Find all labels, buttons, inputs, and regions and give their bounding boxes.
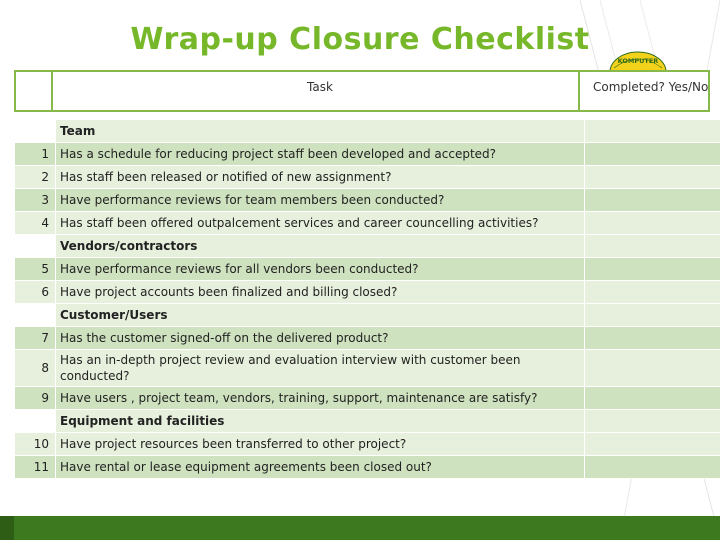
item-number: 4	[15, 212, 56, 235]
header-completed-cell: Completed? Yes/No	[585, 71, 720, 120]
group-heading: Equipment and facilities	[56, 410, 585, 433]
group-heading: Team	[56, 120, 585, 143]
item-number: 3	[15, 189, 56, 212]
item-number: 10	[15, 433, 56, 456]
completed-cell[interactable]	[585, 189, 720, 212]
item-number: 7	[15, 327, 56, 350]
completed-cell[interactable]	[585, 143, 720, 166]
task-text: Has staff been offered outpalcement services and career councelling activities?	[56, 212, 585, 235]
footer-accent	[0, 516, 14, 540]
task-text: Have performance reviews for all vendors been conducted?	[56, 258, 585, 281]
completed-cell[interactable]	[585, 120, 720, 143]
completed-cell[interactable]	[585, 304, 720, 327]
checklist-item-row	[15, 456, 720, 479]
table-header-row	[15, 71, 720, 120]
completed-cell[interactable]	[585, 410, 720, 433]
item-number: 5	[15, 258, 56, 281]
item-number: 11	[15, 456, 56, 479]
task-text: Has staff been released or notified of new assignment?	[56, 166, 585, 189]
item-number: 2	[15, 166, 56, 189]
completed-cell[interactable]	[585, 433, 720, 456]
group-heading: Vendors/contractors	[56, 235, 585, 258]
svg-text:KOMPUTER: KOMPUTER	[617, 57, 659, 65]
task-text: Have project resources been transferred to other project?	[56, 433, 585, 456]
task-text: Have rental or lease equipment agreements been closed out?	[56, 456, 585, 479]
task-text: Have performance reviews for team members been conducted?	[56, 189, 585, 212]
completed-cell[interactable]	[585, 350, 720, 387]
item-number	[15, 120, 56, 143]
completed-cell[interactable]	[585, 281, 720, 304]
item-number: 8	[15, 350, 56, 387]
completed-cell[interactable]	[585, 166, 720, 189]
group-heading-row	[15, 304, 720, 327]
footer-bar	[0, 516, 720, 540]
completed-cell[interactable]	[585, 258, 720, 281]
page-title: Wrap-up Closure Checklist	[130, 22, 590, 57]
item-number: 1	[15, 143, 56, 166]
completed-cell[interactable]	[585, 327, 720, 350]
group-heading: Customer/Users	[56, 304, 585, 327]
checklist-item-row	[15, 258, 720, 281]
task-text: Have project accounts been finalized and billing closed?	[56, 281, 585, 304]
checklist-item-row	[15, 281, 720, 304]
task-text: Has the customer signed-off on the delivered product?	[56, 327, 585, 350]
header-num-cell	[15, 71, 56, 120]
completed-cell[interactable]	[585, 235, 720, 258]
completed-cell[interactable]	[585, 456, 720, 479]
item-number: 9	[15, 387, 56, 410]
checklist-item-row	[15, 387, 720, 410]
item-number	[15, 304, 56, 327]
checklist-item-row	[15, 433, 720, 456]
group-heading-row	[15, 410, 720, 433]
completed-cell[interactable]	[585, 212, 720, 235]
item-number: 6	[15, 281, 56, 304]
group-heading-row	[15, 120, 720, 143]
group-heading-row	[15, 235, 720, 258]
item-number	[15, 410, 56, 433]
checklist-item-row	[15, 143, 720, 166]
checklist-item-row	[15, 166, 720, 189]
checklist-item-row	[15, 212, 720, 235]
completed-cell[interactable]	[585, 387, 720, 410]
closure-checklist-table	[14, 70, 720, 479]
checklist-item-row	[15, 327, 720, 350]
header-task-cell: Task	[56, 71, 585, 120]
checklist-item-row	[15, 350, 720, 387]
item-number	[15, 235, 56, 258]
task-text: Have users , project team, vendors, training, support, maintenance are satisfy?	[56, 387, 585, 410]
header-divider	[51, 70, 53, 112]
task-text: Has a schedule for reducing project staff been developed and accepted?	[56, 143, 585, 166]
checklist-item-row	[15, 189, 720, 212]
task-text: Has an in-depth project review and evaluation interview with customer been conducted?	[56, 350, 585, 387]
